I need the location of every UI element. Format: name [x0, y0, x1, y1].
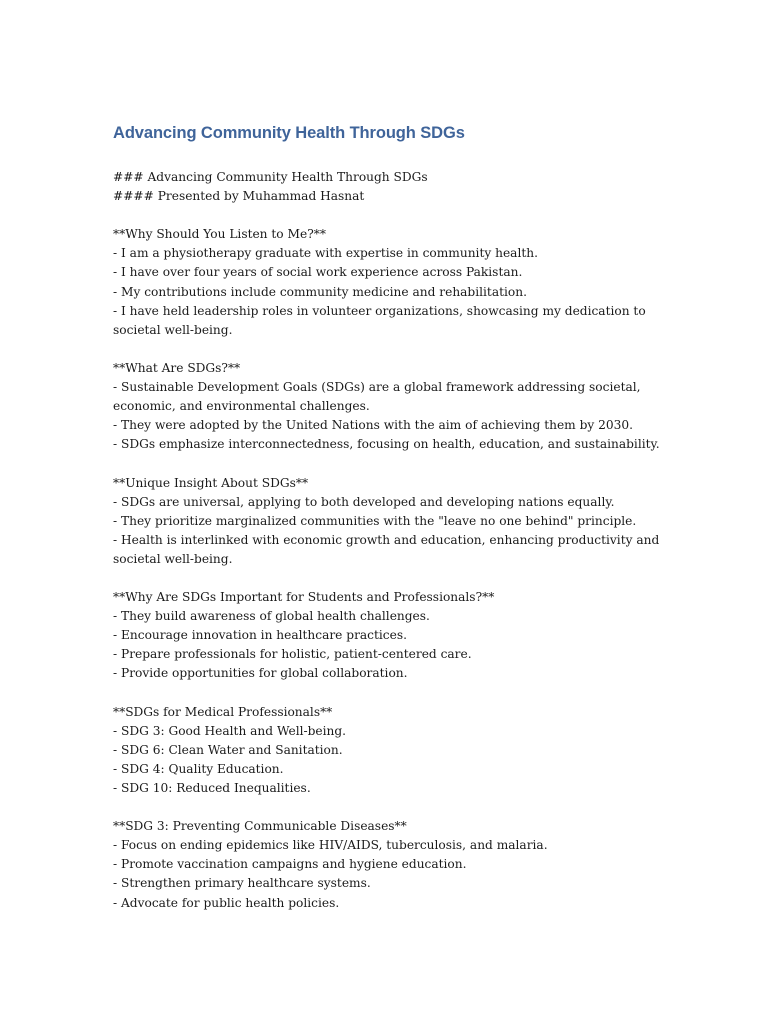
- text-line: ### Advancing Community Health Through SDGs: [113, 170, 428, 184]
- text-line: - They were adopted by the United Nations with the aim of achieving them by 2030.: [113, 418, 634, 433]
- text-line: - I have held leadership roles in volunteer organizations, showcasing my dedication to: [113, 303, 646, 318]
- text-line: - SDGs emphasize interconnectedness, focusing on health, education, and sustainability.: [113, 437, 660, 452]
- text-line: - SDG 4: Quality Education.: [113, 761, 284, 776]
- text-line: **What Are SDGs?**: [113, 360, 241, 375]
- text-line: **Why Are SDGs Important for Students and Professionals?**: [113, 590, 495, 605]
- text-line: - They prioritize marginalized communities with the "leave no one behind" principle.: [113, 513, 637, 528]
- text-line: - Promote vaccination campaigns and hygiene education.: [113, 857, 467, 872]
- document-title: Advancing Community Health Through SDGs: [113, 124, 465, 142]
- document-body: [113, 168, 673, 913]
- text-line: **SDG 3: Preventing Communicable Diseases**: [113, 819, 407, 834]
- text-line: - Strengthen primary healthcare systems.: [113, 876, 371, 891]
- text-line: - Focus on ending epidemics like HIV/AIDS, tuberculosis, and malaria.: [113, 838, 548, 853]
- blank-line: [113, 340, 673, 359]
- text-line: - Advocate for public health policies.: [113, 895, 340, 910]
- text-line: - SDGs are universal, applying to both developed and developing nations equally.: [113, 494, 615, 509]
- text-line: #### Presented by Muhammad Hasnat: [113, 189, 365, 204]
- text-line: societal well-being.: [113, 551, 233, 566]
- text-line: **Why Should You Listen to Me?**: [113, 227, 326, 242]
- text-line: - Sustainable Development Goals (SDGs) are a global framework addressing societal,: [113, 380, 641, 395]
- text-line: - Prepare professionals for holistic, patient-centered care.: [113, 647, 472, 662]
- text-line: economic, and environmental challenges.: [113, 399, 370, 414]
- text-line: - I am a physiotherapy graduate with expertise in community health.: [113, 246, 538, 261]
- blank-line: [113, 798, 673, 817]
- text-line: - I have over four years of social work experience across Pakistan.: [113, 265, 523, 280]
- text-line: - SDG 3: Good Health and Well-being.: [113, 723, 347, 738]
- text-line: - SDG 6: Clean Water and Sanitation.: [113, 742, 343, 757]
- text-line: - Provide opportunities for global collaboration.: [113, 666, 408, 681]
- text-line: - They build awareness of global health challenges.: [113, 609, 430, 624]
- text-line: **Unique Insight About SDGs**: [113, 475, 309, 490]
- text-line: societal well-being.: [113, 322, 233, 337]
- blank-line: [113, 569, 673, 588]
- blank-line: [113, 684, 673, 703]
- text-line: **SDGs for Medical Professionals**: [113, 704, 333, 719]
- blank-line: [113, 206, 673, 225]
- text-line: - Health is interlinked with economic growth and education, enhancing productivity and: [113, 532, 660, 547]
- blank-line: [113, 454, 673, 473]
- text-line: - My contributions include community medicine and rehabilitation.: [113, 284, 527, 299]
- text-line: - Encourage innovation in healthcare practices.: [113, 628, 407, 643]
- text-line: - SDG 10: Reduced Inequalities.: [113, 781, 311, 795]
